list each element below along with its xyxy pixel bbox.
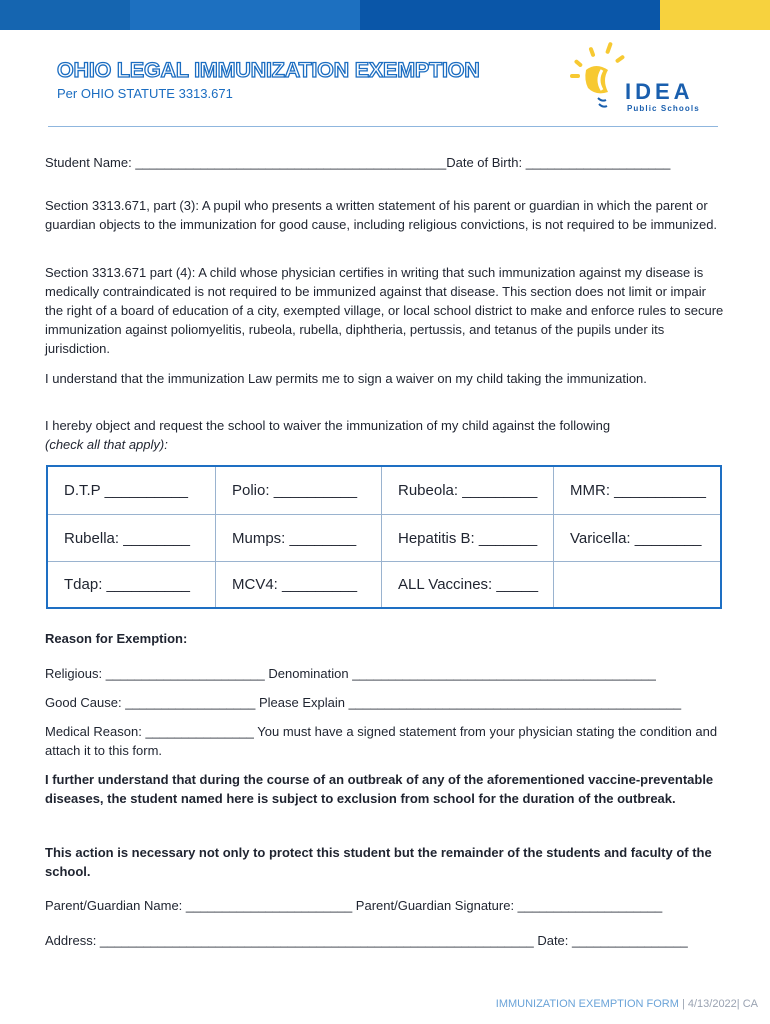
logo-tagline: Public Schools (627, 104, 700, 113)
header-divider (48, 126, 718, 127)
student-name-field[interactable]: ___________________________________________ (135, 155, 447, 170)
vaccine-mumps[interactable]: Mumps: ________ (216, 515, 382, 562)
check-all-note: (check all that apply): (45, 437, 168, 452)
understand-statement: I understand that the immunization Law permits me to sign a waiver on my child taking the immunization. (45, 371, 647, 386)
page-footer (0, 998, 758, 1010)
reason-heading: Reason for Exemption: (45, 631, 188, 646)
action-statement: This action is necessary not only to protect this student but the remainder of the students and faculty of the school. (45, 845, 712, 879)
vaccine-dtp[interactable]: D.T.P __________ (48, 467, 216, 515)
color-bar-segment (360, 0, 660, 30)
object-text: I hereby object and request the school to waiver the immunization of my child against the following (45, 418, 611, 433)
vaccine-checklist-table (46, 465, 722, 609)
vaccine-varicella[interactable]: Varicella: ________ (554, 515, 720, 562)
color-bar-segment (130, 0, 360, 30)
vaccine-mcv4[interactable]: MCV4: _________ (216, 562, 382, 607)
color-bar-segment (0, 0, 130, 30)
top-color-bar (0, 0, 770, 30)
guardian-line[interactable]: Parent/Guardian Name: _______________________ Parent/Guardian Signature: ____________________ (45, 898, 663, 913)
student-info-line (45, 153, 670, 172)
address-line[interactable]: Address: ____________________________________________________________ Date: ________________ (45, 933, 688, 948)
logo-wordmark: IDEA (625, 79, 694, 104)
color-bar-segment (660, 0, 770, 30)
religious-line[interactable]: Religious: ______________________ Denomination __________________________________________ (45, 666, 656, 681)
vaccine-tdap[interactable]: Tdap: __________ (48, 562, 216, 607)
footer-form-name: IMMUNIZATION EXEMPTION FORM (495, 998, 679, 1010)
medical-reason-line[interactable]: Medical Reason: _______________ You must have a signed statement from your physician stating the condition and attach it to this form. (45, 724, 718, 758)
vaccine-mmr[interactable]: MMR: ___________ (554, 467, 720, 515)
date-of-birth-label: Date of Birth: (446, 155, 526, 170)
object-statement (45, 416, 725, 454)
form-title: OHIO LEGAL IMMUNIZATION EXEMPTION (57, 58, 480, 82)
date-of-birth-field[interactable]: ____________________ (525, 155, 671, 170)
vaccine-hepatitis-b[interactable]: Hepatitis B: _______ (382, 515, 554, 562)
empty-cell (554, 562, 720, 607)
footer-date: | 4/13/2022| CA (678, 998, 758, 1010)
vaccine-polio[interactable]: Polio: __________ (216, 467, 382, 515)
form-subtitle: Per OHIO STATUTE 3313.671 (57, 86, 233, 101)
section-part-4: Section 3313.671 part (4): A child whose physician certifies in writing that such immunization against my disease is medically contraindicated is not required to be immunized against that disease. This section does not limit or impair the right of a board of education of a city, exempted village, or local school district to make and enforce rules to secure immunization against poliomyelitis, rubeola, rubella, diphtheria, pertussis, and tetanus of the pupils under its jurisdiction. (45, 265, 724, 356)
vaccine-all[interactable]: ALL Vaccines: _____ (382, 562, 554, 607)
student-name-label: Student Name: (45, 155, 136, 170)
section-part-3: Section 3313.671, part (3): A pupil who presents a written statement of his parent or guardian in which the parent or guardian objects to the immunization for good cause, including religious convictions, is not required to be immunized. (45, 198, 718, 232)
vaccine-rubeola[interactable]: Rubeola: _________ (382, 467, 554, 515)
outbreak-statement: I further understand that during the course of an outbreak of any of the aforementioned vaccine-preventable diseases, the student named here is subject to exclusion from school for the duration of the outbreak. (45, 772, 714, 806)
vaccine-rubella[interactable]: Rubella: ________ (48, 515, 216, 562)
good-cause-line[interactable]: Good Cause: __________________ Please Explain ______________________________________________ (45, 695, 682, 710)
